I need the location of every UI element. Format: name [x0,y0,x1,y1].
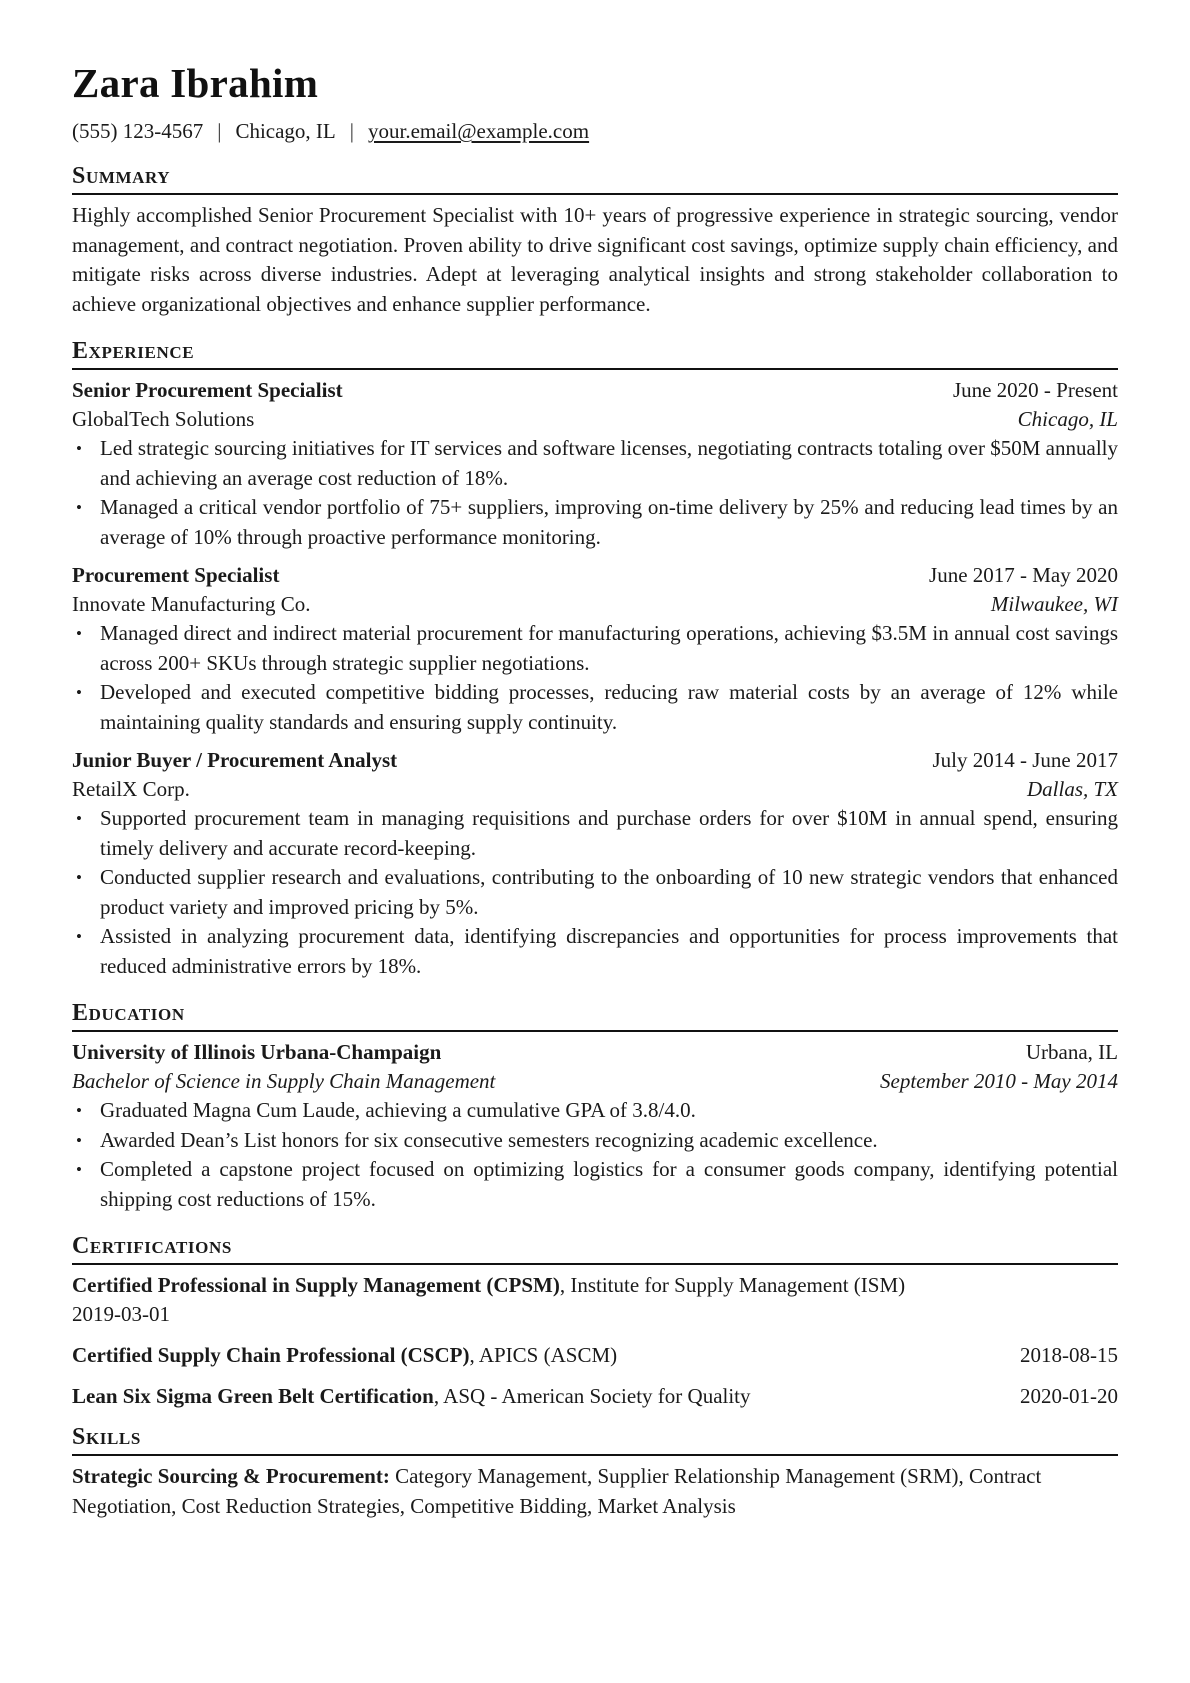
job-company: Innovate Manufacturing Co. [72,592,311,616]
certification-entry [72,1382,1118,1411]
summary-section [72,162,1118,319]
resume-header [72,58,1118,144]
email-link[interactable]: your.email@example.com [367,119,590,143]
job-location: Milwaukee, WI [990,592,1118,616]
education-dates: September 2010 - May 2014 [880,1069,1118,1093]
school-name: University of Illinois Urbana-Champaign [72,1040,442,1064]
job-bullets [72,804,1118,981]
section-title-skills: Skills [72,1423,1118,1456]
location: Chicago, IL [235,119,336,143]
bullet-item: • Managed a critical vendor portfolio of 75+ suppliers, improving on-time delivery by 25% and reducing lead times by an average of 10% through proactive performance monitoring. [100,493,1118,552]
summary-text: Highly accomplished Senior Procurement Specialist with 10+ years of progressive experience in strategic sourcing, vendor management, and contract negotiation. Proven ability to drive significant cost savings, optimize supply chain efficiency, and mitigate risks across diverse industries. Adept at leveraging analytical insights and strong stakeholder collaboration to achieve organizational objectives and enhance supplier performance. [72,203,1118,316]
job-company: GlobalTech Solutions [72,407,255,431]
cert-name: Certified Professional in Supply Management (CPSM) [72,1273,560,1297]
job-company: RetailX Corp. [72,777,190,801]
section-title-experience: Experience [72,337,1118,370]
job-location: Chicago, IL [1017,407,1118,431]
job-bullets [72,434,1118,552]
job-role: Procurement Specialist [72,563,280,587]
experience-section [72,337,1118,981]
job-role: Senior Procurement Specialist [72,378,343,402]
bullet-item: • Conducted supplier research and evaluations, contributing to the onboarding of 10 new strategic vendors that enhanced product variety and improved pricing by 5%. [100,863,1118,922]
separator: | [349,119,354,143]
job-dates: June 2020 - Present [952,378,1118,402]
job-role: Junior Buyer / Procurement Analyst [72,748,398,772]
bullet-item: • Supported procurement team in managing requisitions and purchase orders for over $10M in annual spend, ensuring timely delivery and accurate record-keeping. [100,804,1118,863]
cert-issuer: , APICS (ASCM) [469,1343,618,1367]
certifications-section [72,1232,1118,1411]
skill-group-items: Category Management, Supplier Relationship Management (SRM), Contract Negotiation, Cost Reduction Strategies, Competitive Bidding, Market Analysis [72,1464,1042,1518]
section-title-education: Education [72,999,1118,1032]
job-entry [72,376,1118,552]
job-dates: July 2014 - June 2017 [932,748,1118,772]
cert-name: Certified Supply Chain Professional (CSCP) [72,1343,470,1367]
bullet-item: • Awarded Dean’s List honors for six consecutive semesters recognizing academic excellence. [100,1126,1118,1156]
bullet-item: • Led strategic sourcing initiatives for IT services and software licenses, negotiating contracts totaling over $50M annually and achieving an average cost reduction of 18%. [100,434,1118,493]
cert-date: 2020-01-20 [1020,1384,1118,1408]
job-dates: June 2017 - May 2020 [929,563,1118,587]
cert-date: 2018-08-15 [1020,1343,1118,1367]
bullet-item: • Graduated Magna Cum Laude, achieving a cumulative GPA of 3.8/4.0. [100,1096,1118,1126]
degree: Bachelor of Science in Supply Chain Management [72,1069,496,1093]
skill-group [72,1462,1118,1521]
section-title-certifications: Certifications [72,1232,1118,1265]
cert-date: 2019-03-01 [72,1302,170,1326]
education-bullets [72,1096,1118,1214]
bullet-item: • Completed a capstone project focused on optimizing logistics for a consumer goods company, identifying potential shipping cost reductions of 15%. [100,1155,1118,1214]
skills-section [72,1423,1118,1521]
cert-issuer: , ASQ - American Society for Quality [433,1384,751,1408]
phone-number: (555) 123-4567 [72,119,204,143]
bullet-item: • Managed direct and indirect material procurement for manufacturing operations, achieving $3.5M in annual cost savings across 200+ SKUs through strategic supplier negotiations. [100,619,1118,678]
bullet-item: • Assisted in analyzing procurement data, identifying discrepancies and opportunities for process improvements that reduced administrative errors by 18%. [100,922,1118,981]
candidate-name: Zara Ibrahim [72,60,319,106]
skill-group-label: Strategic Sourcing & Procurement: [72,1464,390,1488]
section-title-summary: Summary [72,162,1118,195]
cert-issuer: , Institute for Supply Management (ISM) [559,1273,906,1297]
cert-name: Lean Six Sigma Green Belt Certification [72,1384,434,1408]
job-location: Dallas, TX [1026,777,1118,801]
certification-entry [72,1341,1118,1370]
separator: | [217,119,222,143]
bullet-item: • Developed and executed competitive bidding processes, reducing raw material costs by an average of 12% while maintaining quality standards and ensuring supply continuity. [100,678,1118,737]
job-entry [72,561,1118,737]
job-entry [72,746,1118,981]
contact-line [72,118,1118,144]
job-bullets [72,619,1118,737]
school-location: Urbana, IL [1025,1040,1118,1064]
certification-entry [72,1271,1118,1329]
education-section [72,999,1118,1214]
